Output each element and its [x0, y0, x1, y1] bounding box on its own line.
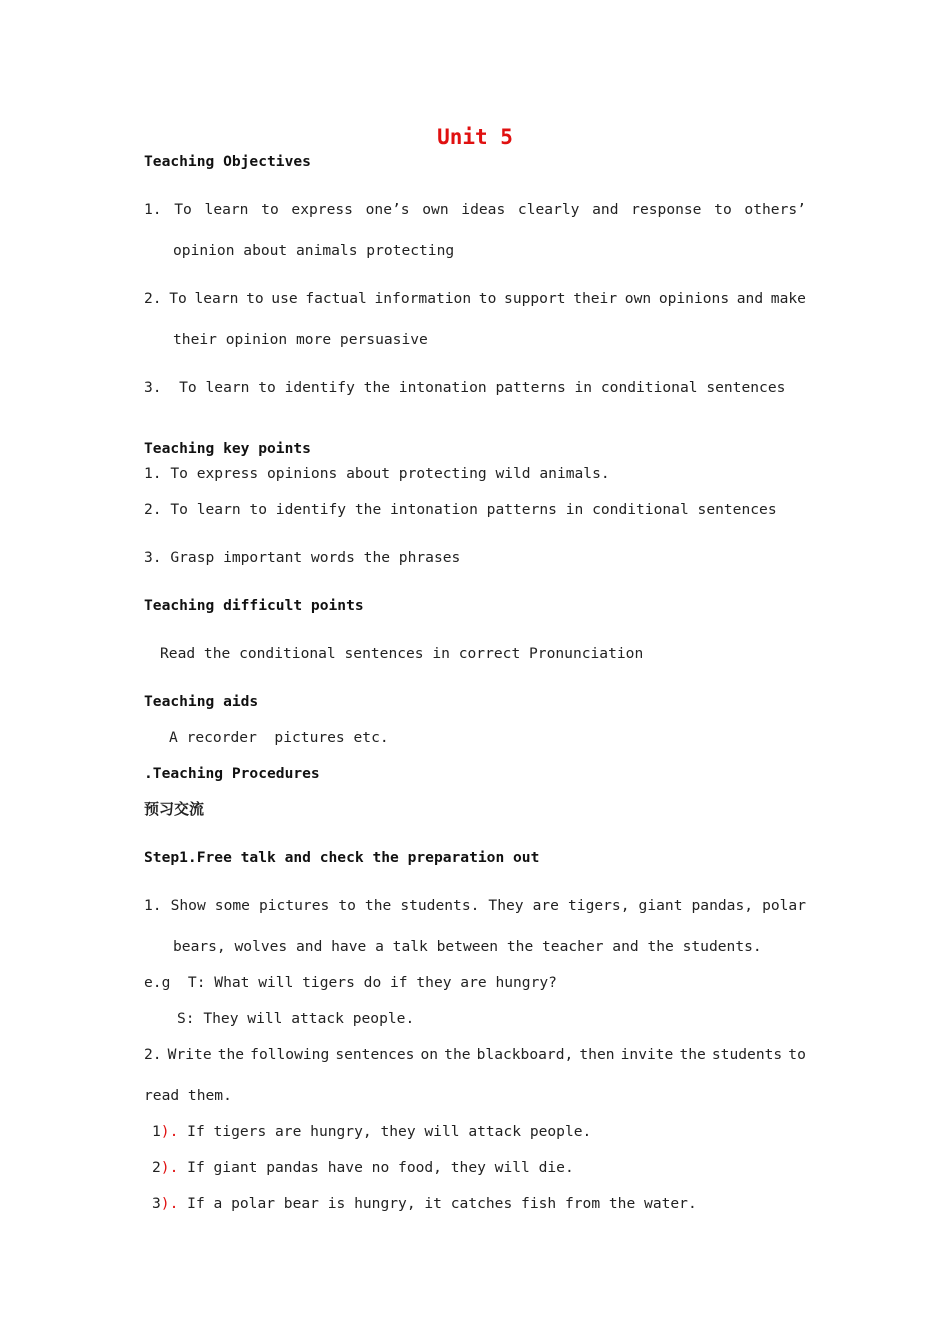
- word: to: [246, 290, 264, 307]
- word: support: [504, 290, 566, 307]
- word: polar: [762, 897, 806, 914]
- word: are: [532, 897, 559, 914]
- key-point-2: 2. To learn to identify the intonation patterns in conditional sentences: [144, 501, 777, 518]
- word: giant: [638, 897, 683, 914]
- word: to: [714, 201, 732, 218]
- procedures-heading: .Teaching Procedures: [144, 765, 320, 782]
- word: the: [217, 1046, 245, 1063]
- objectives-heading: Teaching Objectives: [144, 153, 311, 170]
- procedure-item-1-line-1: [144, 897, 806, 915]
- word: own: [422, 201, 449, 218]
- sentence-2: [152, 1159, 574, 1177]
- preview-heading: 预习交流: [144, 800, 205, 818]
- word: Write: [167, 1046, 212, 1063]
- objective-item-1-line-2: opinion about animals protecting: [173, 242, 455, 259]
- word: learn: [194, 290, 239, 307]
- sentence-paren: ).: [160, 1123, 179, 1140]
- word: and: [592, 201, 619, 218]
- word: To: [169, 290, 187, 307]
- word: make: [770, 290, 806, 307]
- word: others’: [744, 201, 806, 218]
- word: invite: [620, 1046, 674, 1063]
- word: learn: [204, 201, 249, 218]
- sentence-text: If a polar bear is hungry, it catches fish from the water.: [178, 1195, 697, 1212]
- step1-heading: Step1.Free talk and check the preparation out: [144, 849, 540, 866]
- word: following: [250, 1046, 330, 1063]
- page-title: Unit 5: [437, 125, 513, 149]
- sentence-text: If giant pandas have no food, they will die.: [178, 1159, 574, 1176]
- word: to: [261, 201, 279, 218]
- key-point-1: 1. To express opinions about protecting wild animals.: [144, 465, 610, 482]
- objective-item-2-line-1: [144, 290, 806, 308]
- word: pictures: [258, 897, 330, 914]
- word: some: [214, 897, 250, 914]
- sentence-paren: ).: [160, 1159, 179, 1176]
- word: one’s: [365, 201, 410, 218]
- word: Show: [170, 897, 206, 914]
- procedure-item-2-line-1: [144, 1046, 806, 1064]
- word: clearly: [517, 201, 580, 218]
- word: blackboard,: [476, 1046, 574, 1063]
- sentence-3: [152, 1195, 697, 1213]
- objective-item-1-line-1: [144, 201, 806, 219]
- word: and: [736, 290, 764, 307]
- word: 1.: [144, 201, 162, 218]
- word: To: [174, 201, 192, 218]
- sentence-text: If tigers are hungry, they will attack people.: [178, 1123, 592, 1140]
- word: use: [271, 290, 298, 307]
- word: They: [488, 897, 524, 914]
- sentence-1: [152, 1123, 591, 1141]
- word: response: [631, 201, 702, 218]
- word: opinions: [658, 290, 730, 307]
- word: 2.: [144, 1046, 162, 1063]
- word: their: [573, 290, 618, 307]
- word: ideas: [461, 201, 506, 218]
- word: students.: [400, 897, 480, 914]
- word: to: [478, 290, 497, 307]
- word: factual: [305, 290, 367, 307]
- key-point-3: 3. Grasp important words the phrases: [144, 549, 461, 566]
- word: then: [579, 1046, 615, 1063]
- word: to: [788, 1046, 806, 1063]
- sentence-number: 1: [152, 1123, 161, 1140]
- example-student-line: S: They will attack people.: [177, 1010, 415, 1027]
- objective-item-2-line-2: their opinion more persuasive: [173, 331, 428, 348]
- aids-text: A recorder pictures etc.: [169, 729, 389, 746]
- word: 2.: [144, 290, 162, 307]
- word: pandas,: [691, 897, 754, 914]
- difficult-points-text: Read the conditional sentences in correct Pronunciation: [160, 645, 644, 662]
- key-points-heading: Teaching key points: [144, 440, 311, 457]
- objective-item-3: 3. To learn to identify the intonation patterns in conditional sentences: [144, 379, 786, 396]
- word: 1.: [144, 897, 162, 914]
- sentence-number: 2: [152, 1159, 161, 1176]
- word: students: [711, 1046, 783, 1063]
- difficult-points-heading: Teaching difficult points: [144, 597, 364, 614]
- aids-heading: Teaching aids: [144, 693, 259, 710]
- word: express: [291, 201, 353, 218]
- word: the: [364, 897, 392, 914]
- word: own: [624, 290, 652, 307]
- word: the: [679, 1046, 706, 1063]
- sentence-paren: ).: [160, 1195, 179, 1212]
- example-teacher-line: e.g T: What will tigers do if they are hungry?: [144, 974, 557, 991]
- word: tigers,: [568, 897, 630, 914]
- procedure-item-1-line-2: bears, wolves and have a talk between the teacher and the students.: [173, 938, 762, 955]
- word: sentences: [335, 1046, 415, 1063]
- word: to: [338, 897, 356, 914]
- word: on: [420, 1046, 439, 1063]
- word: the: [444, 1046, 471, 1063]
- sentence-number: 3: [152, 1195, 161, 1212]
- procedure-item-2-line-2: read them.: [144, 1087, 232, 1104]
- word: information: [374, 290, 472, 307]
